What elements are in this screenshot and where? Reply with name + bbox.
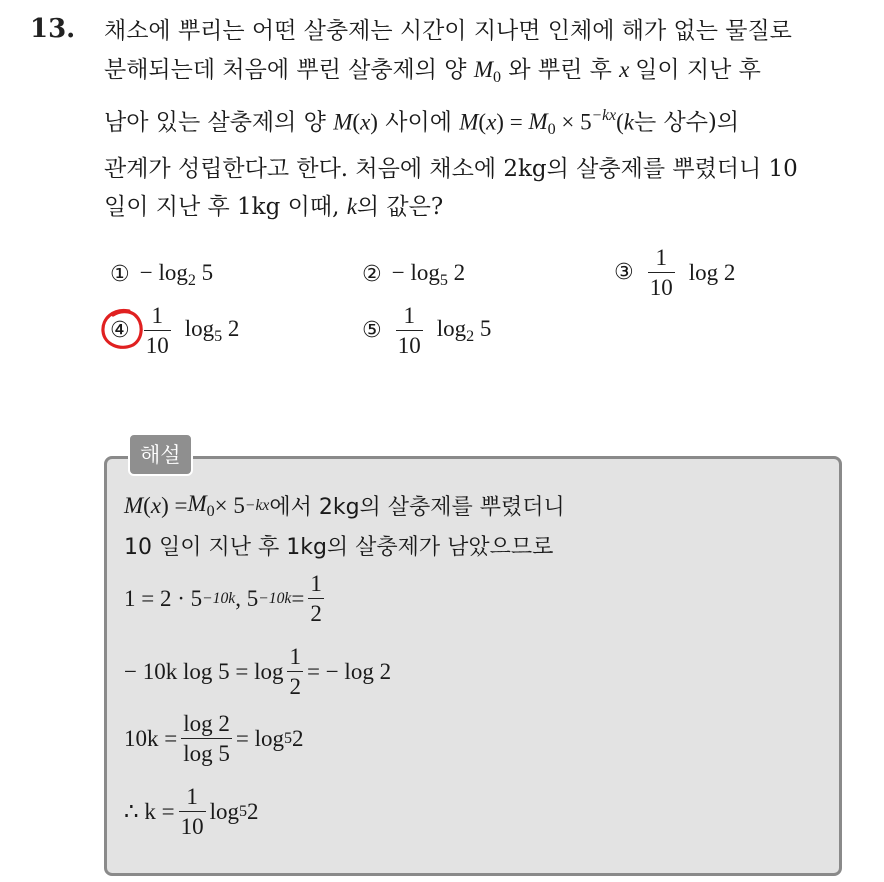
question-line-2: 분해되는데 처음에 뿌린 살충제의 양 $M_0$ 와 뿌린 후 x 일이 지난 후 <box>104 56 761 86</box>
solution-line-1: M ( x ) = $M_0$ × 5 −kx 에서 2kg의 살충제를 뿌렸더니 <box>124 490 565 520</box>
fraction: $\frac{1}{2}$ <box>310 571 322 626</box>
question-number: 13. <box>30 14 76 44</box>
solution-line-5: 10k = $\frac{\log 2}{\log 5}$ = log 5 2 <box>124 711 304 766</box>
question-line-4: 관계가 성립한다고 한다. 처음에 채소에 2kg의 살충제를 뿌렸더니 10 <box>104 155 798 182</box>
fraction: $\frac{1}{2}$ <box>289 644 301 699</box>
question-line-3: 남아 있는 살충제의 양 M(x) 사이에 $M(x) = M_0 \times 5^{-kx}(k$는 상수)의 <box>104 106 740 139</box>
question-text <box>104 12 864 227</box>
fraction: $\frac{\log 2}{\log 5}$ <box>183 711 230 766</box>
fraction: $\frac{1}{10}$ <box>145 303 169 358</box>
solution-line-6: ∴ k = $\frac{1}{10}$ log 5 2 <box>124 784 259 839</box>
fraction: $\frac{1}{10}$ <box>180 784 204 839</box>
question-line-1: 채소에 뿌리는 어떤 살충제는 시간이 지나면 인체에 해가 없는 물질로 <box>104 18 792 44</box>
choice-1[interactable]: ① − $\log_2 5$ <box>110 260 214 289</box>
solution-tag: 해설 <box>128 433 193 476</box>
question-line-5: 일이 지난 후 1kg 이때, k의 값은? <box>104 194 444 221</box>
solution-line-3: 1 = 2 · 5 −10k , 5 −10k = $\frac{1}{2}$ <box>124 571 322 626</box>
fraction: $\frac{1}{10}$ <box>649 245 673 300</box>
choice-4[interactable]: ④ $\frac{1}{10}$ $\log_5 2$ <box>110 303 240 358</box>
fraction: $\frac{1}{10}$ <box>397 303 421 358</box>
solution-line-2: 10 일이 지난 후 1kg의 살충제가 남았으므로 <box>124 535 554 560</box>
choice-3[interactable]: ③ $\frac{1}{10}$ log 2 <box>614 245 736 300</box>
choice-2[interactable]: ② − $\log_5 2$ <box>362 260 466 289</box>
choice-5[interactable]: ⑤ $\frac{1}{10}$ $\log_2 5$ <box>362 303 492 358</box>
solution-line-4: − 10k log 5 = log $\frac{1}{2}$ = − log 2 <box>124 644 392 699</box>
answer-circle-mark <box>99 305 147 353</box>
